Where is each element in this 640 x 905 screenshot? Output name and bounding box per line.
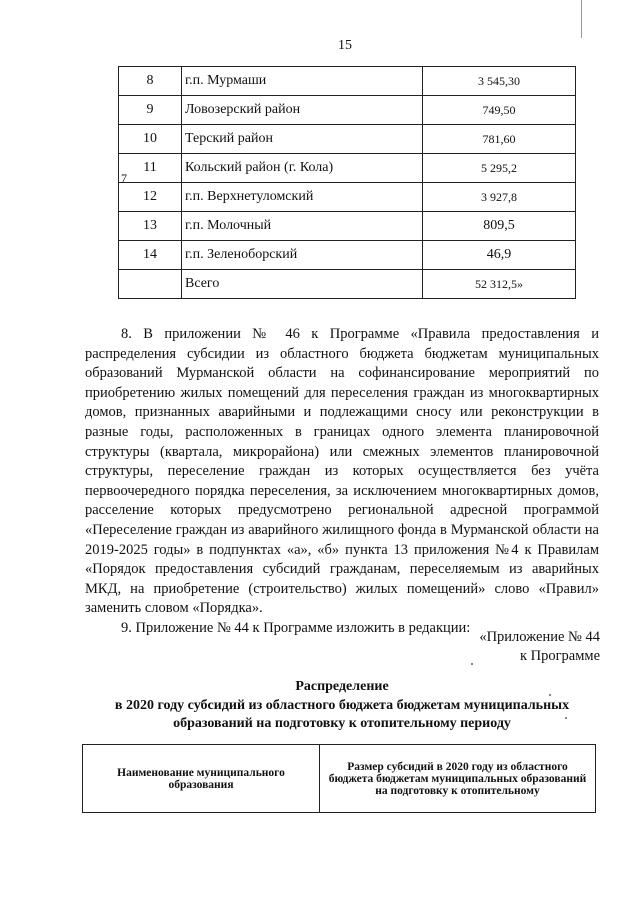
- table-row: [119, 96, 576, 125]
- table-row: [119, 154, 576, 183]
- subsidy-value: 46,9: [423, 241, 576, 270]
- row-number: 12: [119, 183, 182, 212]
- row-number: 8: [119, 67, 182, 96]
- table-row: [119, 125, 576, 154]
- subsidy-value: 3 545,30: [423, 67, 576, 96]
- subsidy-table: [118, 66, 576, 299]
- scan-speck: [471, 663, 473, 665]
- column-header-municipality: Наименование муниципального образования: [83, 745, 320, 813]
- table-row: [119, 241, 576, 270]
- paragraph-8: 8. В приложении № 46 к Программе «Правила предоставления и распределения субсидии из областного бюджета бюджетам муниципальных образований Мурманской области на софинансирование мероприятий по приобретению жилых помещений для переселения граждан из многоквартирных домов, признанных аварийными и подлежащими сносу или реконструкции в разные годы, расположенных в границах одного элемента планировочной структуры (квартала, микрорайона) или смежных элементов планировочной структуры, переселение граждан из которых осуществляется без учёта первоочередного порядка переселения, за исключением многоквартирных домов, расселение которых предусмотрено региональной адресной программой «Переселение граждан из аварийного жилищного фонда в Мурманской области на 2019-2025 годы» в подпунктах «а», «б» пункта 13 приложения №4 к Правилам «Порядок предоставления субсидий гражданам, переселяемым из аварийных МКД, на приобретение (строительство) жилых помещений» слово «Правил» заменить словом «Порядка».: [85, 326, 599, 617]
- row-number: 11: [119, 154, 182, 183]
- margin-mark: 7: [121, 171, 127, 185]
- table-row: [119, 67, 576, 96]
- table-header-row: [83, 745, 596, 813]
- subsidy-value: 781,60: [423, 125, 576, 154]
- amendment-text: [85, 325, 599, 639]
- appendix-reference: [479, 628, 600, 666]
- subsidy-value: 5 295,2: [423, 154, 576, 183]
- subsidy-value: 3 927,8: [423, 183, 576, 212]
- table-row: [119, 212, 576, 241]
- distribution-table-header: [82, 744, 596, 813]
- subsidy-value: 749,50: [423, 96, 576, 125]
- appendix-ref-line1: «Приложение № 44: [479, 629, 600, 645]
- row-number: 9: [119, 96, 182, 125]
- column-header-subsidy: Размер субсидий в 2020 году из областного бюджета бюджетам муниципальных образований на подготовку к отопительному: [320, 745, 596, 813]
- distribution-title-line2: в 2020 году субсидий из областного бюджета бюджетам муниципальных образований на подготовку к отопительному периоду: [114, 697, 570, 731]
- municipality-name: Терский район: [182, 125, 423, 154]
- paragraph-9: 9. Приложение № 44 к Программе изложить в редакции:: [121, 619, 471, 636]
- scan-edge-line: [581, 0, 582, 38]
- row-number: [119, 270, 182, 299]
- distribution-title-line1: Распределение: [295, 679, 389, 694]
- subsidy-value: 809,5: [423, 212, 576, 241]
- total-value: 52 312,5»: [423, 270, 576, 299]
- table-row: [119, 183, 576, 212]
- total-label: Всего: [182, 270, 423, 299]
- distribution-title: [85, 678, 599, 734]
- appendix-ref-line2: к Программе: [519, 648, 600, 664]
- scan-speck: [565, 717, 567, 719]
- municipality-name: г.п. Мурмаши: [182, 67, 423, 96]
- page-number: 15: [338, 38, 352, 53]
- municipality-name: Ловозерский район: [182, 96, 423, 125]
- municipality-name: г.п. Молочный: [182, 212, 423, 241]
- row-number: 13: [119, 212, 182, 241]
- row-number: 14: [119, 241, 182, 270]
- scan-speck: [549, 694, 551, 696]
- table-total-row: [119, 270, 576, 299]
- municipality-name: г.п. Верхнетуломский: [182, 183, 423, 212]
- municipality-name: г.п. Зеленоборский: [182, 241, 423, 270]
- municipality-name: Кольский район (г. Кола): [182, 154, 423, 183]
- row-number: 10: [119, 125, 182, 154]
